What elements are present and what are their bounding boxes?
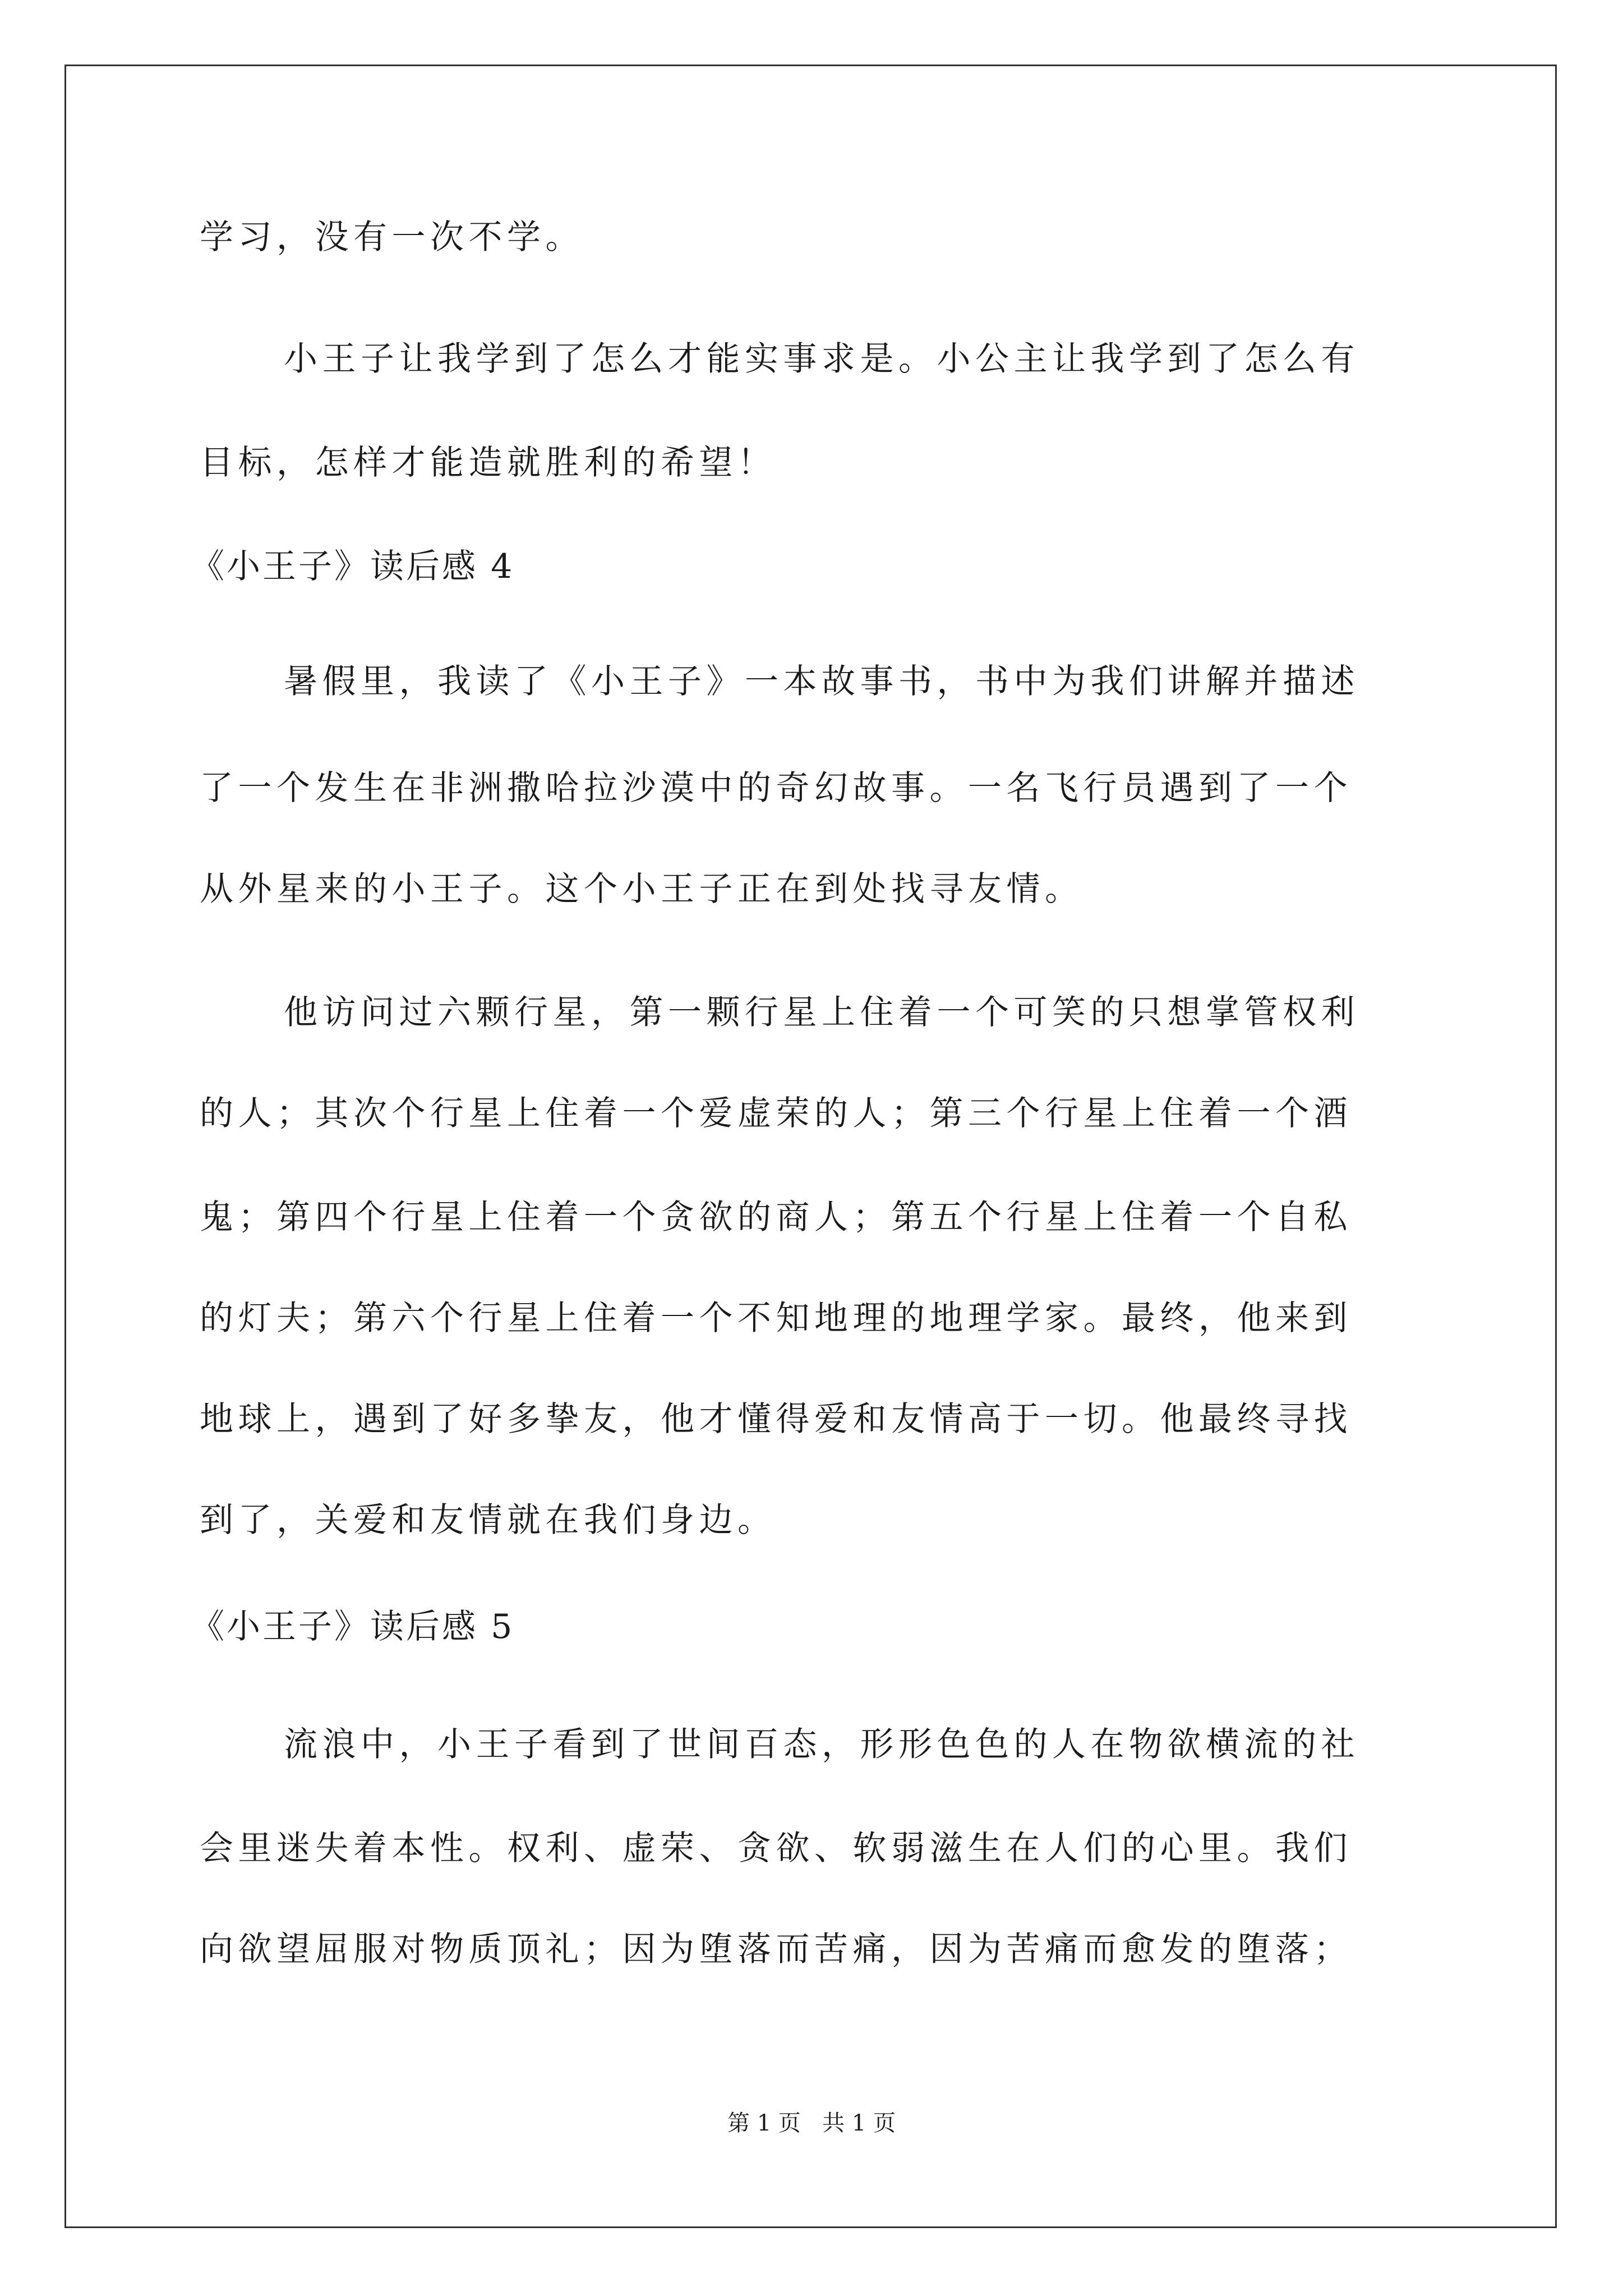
paragraph-line: 地球上，遇到了好多挚友，他才懂得爱和友情高于一切。他最终寻找	[200, 1400, 1352, 1439]
paragraph-line: 了一个发生在非洲撒哈拉沙漠中的奇幻故事。一名飞行员遇到了一个	[200, 769, 1352, 808]
paragraph-line: 小王子让我学到了怎么才能实事求是。小公主让我学到了怎么有	[284, 339, 1359, 379]
section-heading: 《小王子》读后感 5	[191, 1607, 515, 1646]
paragraph-line: 目标，怎样才能造就胜利的希望！	[200, 443, 776, 482]
paragraph-line: 从外星来的小王子。这个小王子正在到处找寻友情。	[200, 869, 1083, 909]
paragraph-line: 到了，关爱和友情就在我们身边。	[200, 1501, 776, 1540]
paragraph-line: 会里迷失着本性。权利、虚荣、贪欲、软弱滋生在人们的心里。我们	[200, 1829, 1352, 1868]
paragraph-line: 流浪中，小王子看到了世间百态，形形色色的人在物欲横流的社	[284, 1725, 1359, 1764]
page-footer: 第 1 页 共 1 页	[727, 2110, 896, 2136]
section-heading: 《小王子》读后感 4	[191, 547, 515, 586]
paragraph-line: 他访问过六颗行星，第一颗行星上住着一个可笑的只想掌管权利	[284, 993, 1359, 1032]
page-border	[64, 65, 1557, 2228]
paragraph-line: 鬼；第四个行星上住着一个贪欲的商人；第五个行星上住着一个自私	[200, 1198, 1352, 1237]
paragraph-line: 的人；其次个行星上住着一个爱虚荣的人；第三个行星上住着一个酒	[200, 1094, 1352, 1133]
paragraph-line: 向欲望屈服对物质顶礼；因为堕落而苦痛，因为苦痛而愈发的堕落；	[200, 1930, 1352, 1969]
paragraph-line: 暑假里，我读了《小王子》一本故事书，书中为我们讲解并描述	[284, 662, 1359, 701]
paragraph-line: 学习，没有一次不学。	[200, 218, 584, 257]
paragraph-line: 的灯夫；第六个行星上住着一个不知地理的地理学家。最终，他来到	[200, 1299, 1352, 1338]
